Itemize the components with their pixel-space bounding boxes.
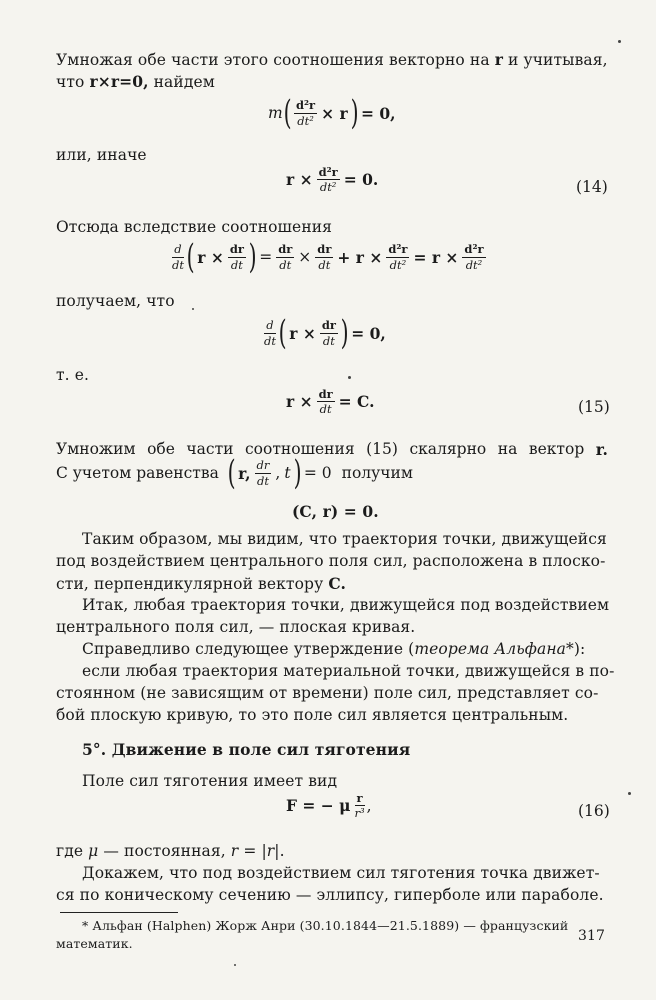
fraction [294, 99, 317, 126]
text-line: Докажем, что под воздействием сил тяготения точка движет- [82, 864, 600, 882]
text-line: т. е. [56, 366, 90, 384]
text-line-with-formula: С учетом равенства ( r, $\frac{dr}{dt}$ , t ) = 0 получим [56, 453, 413, 493]
text-line: или, иначе [56, 146, 147, 164]
denominator: dt [279, 257, 292, 272]
denominator: dt [230, 257, 243, 272]
scan-speck [234, 964, 236, 966]
scan-speck [192, 308, 194, 310]
symbol-mu: μ [88, 842, 99, 860]
denominator: dt [318, 257, 331, 272]
text-span: Справедливо следующее утверждение ( [82, 640, 415, 658]
equation-number: (16) [578, 802, 610, 820]
vector-r: r [494, 50, 503, 69]
denominator: r³ [354, 806, 365, 821]
denominator: dt [264, 333, 276, 348]
text-span: и учитывая, [508, 51, 608, 69]
numerator: d²r [295, 98, 316, 113]
denominator: dt [319, 402, 332, 417]
term: r, [238, 463, 251, 483]
numerator: dr [256, 458, 270, 473]
word: (15) [366, 440, 398, 458]
text-line [56, 842, 285, 860]
fraction [172, 243, 184, 270]
word: вектор [528, 440, 585, 458]
scan-speck [628, 792, 631, 795]
denominator: dt² [319, 180, 337, 195]
page-number: 317 [578, 928, 606, 944]
equation-number: (15) [578, 398, 610, 416]
equation [268, 93, 398, 133]
cross: × [298, 248, 312, 266]
text-span: сти, перпендикулярной вектору [56, 575, 324, 593]
numerator: dr [278, 242, 293, 257]
text-span: Умножая обе части этого соотношения векторно на [56, 51, 490, 69]
word: на [497, 440, 518, 458]
numerator: d²r [464, 242, 484, 257]
text-line [56, 72, 215, 91]
text-line: Поле сил тяготения имеет вид [82, 772, 338, 790]
vector-C: C. [328, 574, 346, 593]
rhs: = C. [338, 392, 375, 412]
equation: (C, r) = 0. [292, 502, 379, 521]
numerator: d [174, 242, 182, 257]
text-line: Отсюда вследствие соотношения [56, 218, 333, 236]
term: = r × [413, 247, 459, 267]
footnote-rule [60, 912, 178, 913]
denominator: dt² [389, 257, 407, 272]
numerator: dr [318, 387, 333, 401]
vector-r: r. [595, 440, 608, 459]
term: r × [197, 247, 224, 267]
text-span: С учетом равенства [56, 464, 219, 482]
fraction [317, 388, 335, 415]
left-paren: ( [227, 453, 236, 493]
right-paren: ) [340, 313, 349, 353]
numerator: d²r [318, 165, 338, 179]
fraction [255, 459, 272, 486]
numerator: r [356, 791, 363, 805]
text-line [56, 574, 346, 593]
term: F = − μ [286, 796, 351, 816]
section-number: 5°. [82, 740, 107, 759]
denominator: dt² [465, 257, 483, 272]
equals: = [259, 248, 273, 266]
fraction [276, 243, 294, 270]
text-line: Таким образом, мы видим, что траектория точки, движущейся [82, 530, 607, 548]
left-paren: ( [283, 93, 292, 133]
footnote-line: * Альфан (Halphen) Жорж Анри (30.10.1844—21.5.1889) — французский [82, 918, 569, 933]
word: скалярно [409, 440, 487, 458]
rhs: = 0, [351, 323, 386, 343]
fraction [386, 243, 409, 270]
rhs: = 0, [360, 103, 396, 123]
term: r × [289, 323, 316, 343]
text-line: бой плоскую кривую, то это поле сил является центральным. [56, 706, 569, 724]
term: r × [286, 170, 313, 190]
rhs: = 0. [343, 170, 379, 190]
fraction [317, 166, 340, 193]
scan-speck [348, 376, 351, 379]
word: соотношения [245, 440, 355, 458]
text-line: стоянном (не зависящим от времени) поле сил, представляет со- [56, 684, 599, 702]
denominator: dt [172, 257, 184, 272]
section-heading [82, 740, 410, 759]
numerator: dr [321, 318, 336, 333]
word: части [186, 440, 234, 458]
fraction [462, 243, 485, 270]
right-paren: ) [248, 237, 257, 277]
text-line [56, 50, 608, 69]
text-line: получаем, что [56, 292, 175, 310]
numerator: dr [229, 242, 244, 257]
scan-speck [618, 40, 621, 43]
theorem-name: теорема Альфана [414, 640, 566, 658]
formula: r = |r| [230, 842, 280, 860]
denominator: dt [322, 333, 335, 348]
text-span: . [279, 842, 285, 860]
text-line: центрального поля сил, — плоская кривая. [56, 618, 416, 636]
text-span: получим [341, 464, 413, 482]
symbol-t: t [284, 464, 291, 482]
text-span: — постоянная, [103, 842, 226, 860]
denominator: dt [256, 473, 269, 488]
fraction [264, 319, 276, 346]
fraction [228, 243, 246, 270]
right-paren: ) [293, 453, 302, 493]
text-line: ся по коническому сечению — эллипсу, гиперболе или параболе. [56, 886, 604, 904]
text-line: Итак, любая траектория точки, движущейся под воздействием [82, 596, 610, 614]
term: r × [286, 392, 313, 412]
comma: , [366, 796, 372, 815]
term: × r [321, 103, 348, 123]
denominator: dt² [297, 113, 314, 128]
vector-expression: r×r=0, [89, 72, 149, 91]
left-paren: ( [186, 237, 195, 277]
equation-product-rule [170, 237, 488, 277]
section-title: Движение в поле сил тяготения [111, 740, 411, 759]
equation-16 [284, 792, 372, 819]
text-span: что [56, 73, 85, 91]
numerator: d [266, 318, 274, 333]
text-span: *): [566, 640, 586, 658]
left-paren: ( [278, 313, 287, 353]
fraction [315, 243, 333, 270]
term: + r × [337, 247, 383, 267]
word: Умножим [56, 440, 136, 458]
text-line [82, 640, 585, 658]
rhs: = 0 [303, 464, 332, 482]
numerator: d²r [388, 242, 408, 257]
symbol-m: m [268, 104, 283, 122]
word: обе [147, 440, 175, 458]
equation-15 [284, 388, 377, 415]
equation-14 [284, 166, 380, 193]
fraction [355, 792, 365, 819]
footnote-line: математик. [56, 936, 133, 951]
text-line: под воздействием центрального поля сил, расположена в плоско- [56, 552, 606, 570]
fraction [320, 319, 338, 346]
text-span: где [56, 842, 84, 860]
text-line: если любая траектория материальной точки, движущейся в по- [82, 662, 615, 680]
equation [262, 313, 388, 353]
equation-number: (14) [576, 178, 608, 196]
right-paren: ) [350, 93, 359, 133]
text-span: найдем [153, 73, 215, 91]
numerator: dr [317, 242, 332, 257]
